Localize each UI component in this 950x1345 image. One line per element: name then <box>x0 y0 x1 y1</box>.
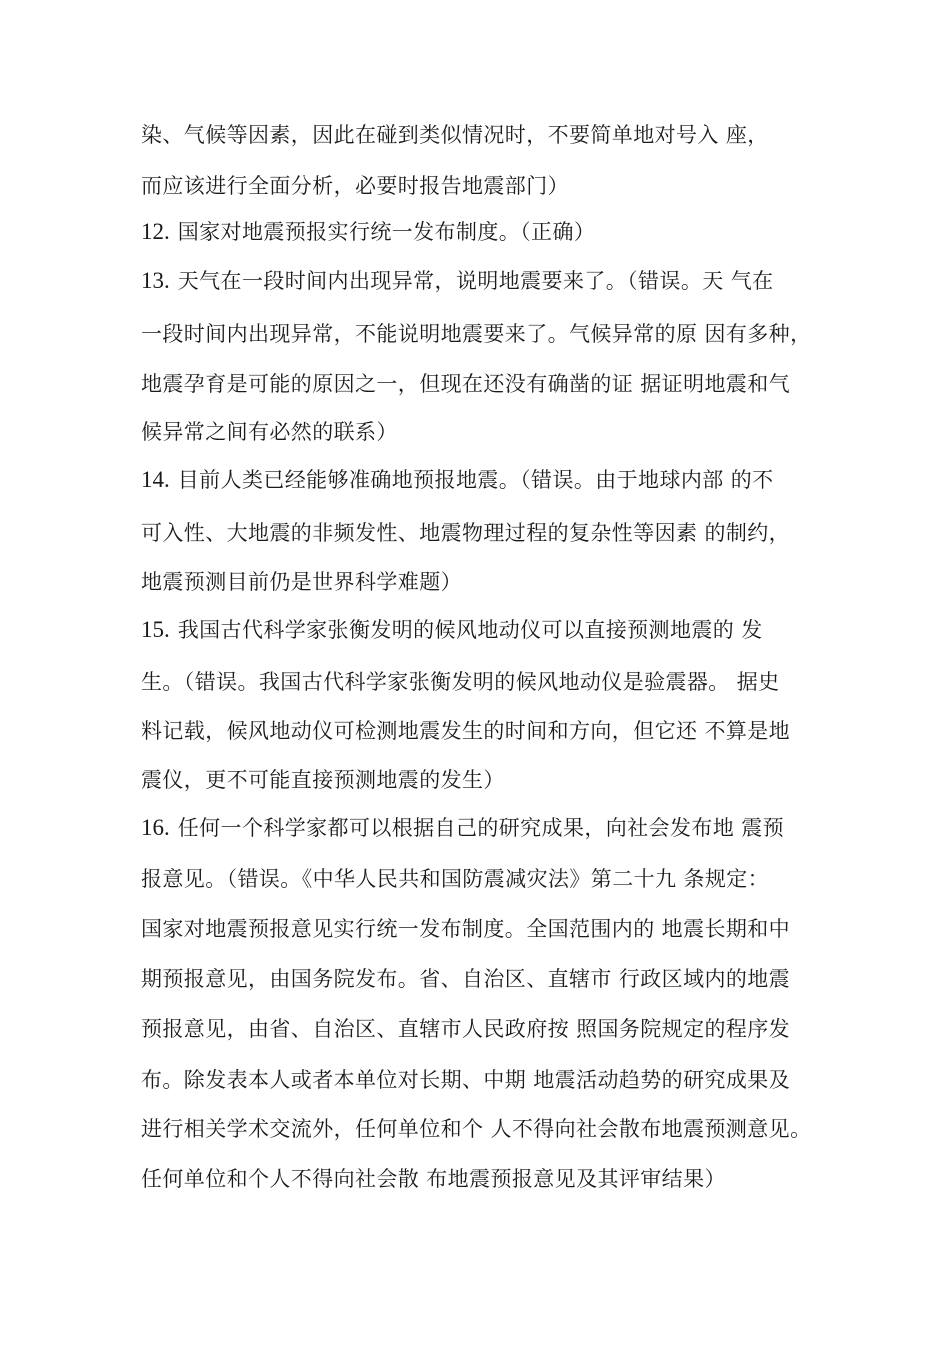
item-13-line: 地震孕育是可能的原因之一，但现在还没有确凿的证 据证明地震和气 <box>141 372 791 396</box>
item-16-line: 报意见。（错误。《中华人民共和国防震减灾法》第二十九 条规定： <box>141 867 770 891</box>
item-15-line: 料记载，候风地动仪可检测地震发生的时间和方向，但它还 不算是地 <box>141 719 791 743</box>
item-text: 天气在一段时间内出现异常，说明地震要来了。（错误。天 气在 <box>177 269 774 293</box>
item-number: 12. <box>141 219 170 244</box>
item-16-line: 任何单位和个人不得向社会散 布地震预报意见及其评审结果） <box>141 1167 726 1191</box>
item-text: 任何一个科学家都可以根据自己的研究成果，向社会发布地 震预 <box>177 816 785 840</box>
item-15-line: 震仪，更不可能直接预测地震的发生） <box>141 768 505 792</box>
item-15-line: 生。（错误。我国古代科学家张衡发明的候风地动仪是验震器。 据史 <box>141 670 780 694</box>
intro-line: 而应该进行全面分析，必要时报告地震部门） <box>141 174 569 198</box>
item-14-line <box>141 467 774 493</box>
item-number: 15. <box>141 617 170 642</box>
item-number: 16. <box>141 815 170 840</box>
item-16-line: 进行相关学术交流外，任何单位和个 人不得向社会散布地震预测意见。 <box>141 1117 812 1141</box>
item-13-line: 一段时间内出现异常，不能说明地震要来了。气候异常的原 因有多种， <box>141 322 812 346</box>
item-12-line <box>141 219 595 245</box>
item-15-line <box>141 617 763 643</box>
item-16-line: 国家对地震预报意见实行统一发布制度。全国范围内的 地震长期和中 <box>141 917 791 941</box>
item-14-line: 可入性、大地震的非频发性、地震物理过程的复杂性等因素 的制约， <box>141 521 791 545</box>
item-14-line: 地震预测目前仍是世界科学难题） <box>141 570 462 594</box>
item-16-line: 布。除发表本人或者本单位对长期、中期 地震活动趋势的研究成果及 <box>141 1068 791 1092</box>
item-16-line <box>141 815 784 841</box>
item-text: 目前人类已经能够准确地预报地震。（错误。由于地球内部 的不 <box>177 468 774 492</box>
item-number: 13. <box>141 268 170 293</box>
item-16-line: 期预报意见，由国务院发布。省、自治区、直辖市 行政区域内的地震 <box>141 967 791 991</box>
item-13-line: 候异常之间有必然的联系） <box>141 420 398 444</box>
intro-line: 染、气候等因素，因此在碰到类似情况时，不要简单地对号入 座， <box>141 123 769 147</box>
item-text: 我国古代科学家张衡发明的候风地动仪可以直接预测地震的 发 <box>177 618 763 642</box>
item-16-line: 预报意见，由省、自治区、直辖市人民政府按 照国务院规定的程序发 <box>141 1017 791 1041</box>
item-number: 14. <box>141 467 170 492</box>
item-text: 国家对地震预报实行统一发布制度。（正确） <box>177 220 596 244</box>
item-13-line <box>141 268 774 294</box>
